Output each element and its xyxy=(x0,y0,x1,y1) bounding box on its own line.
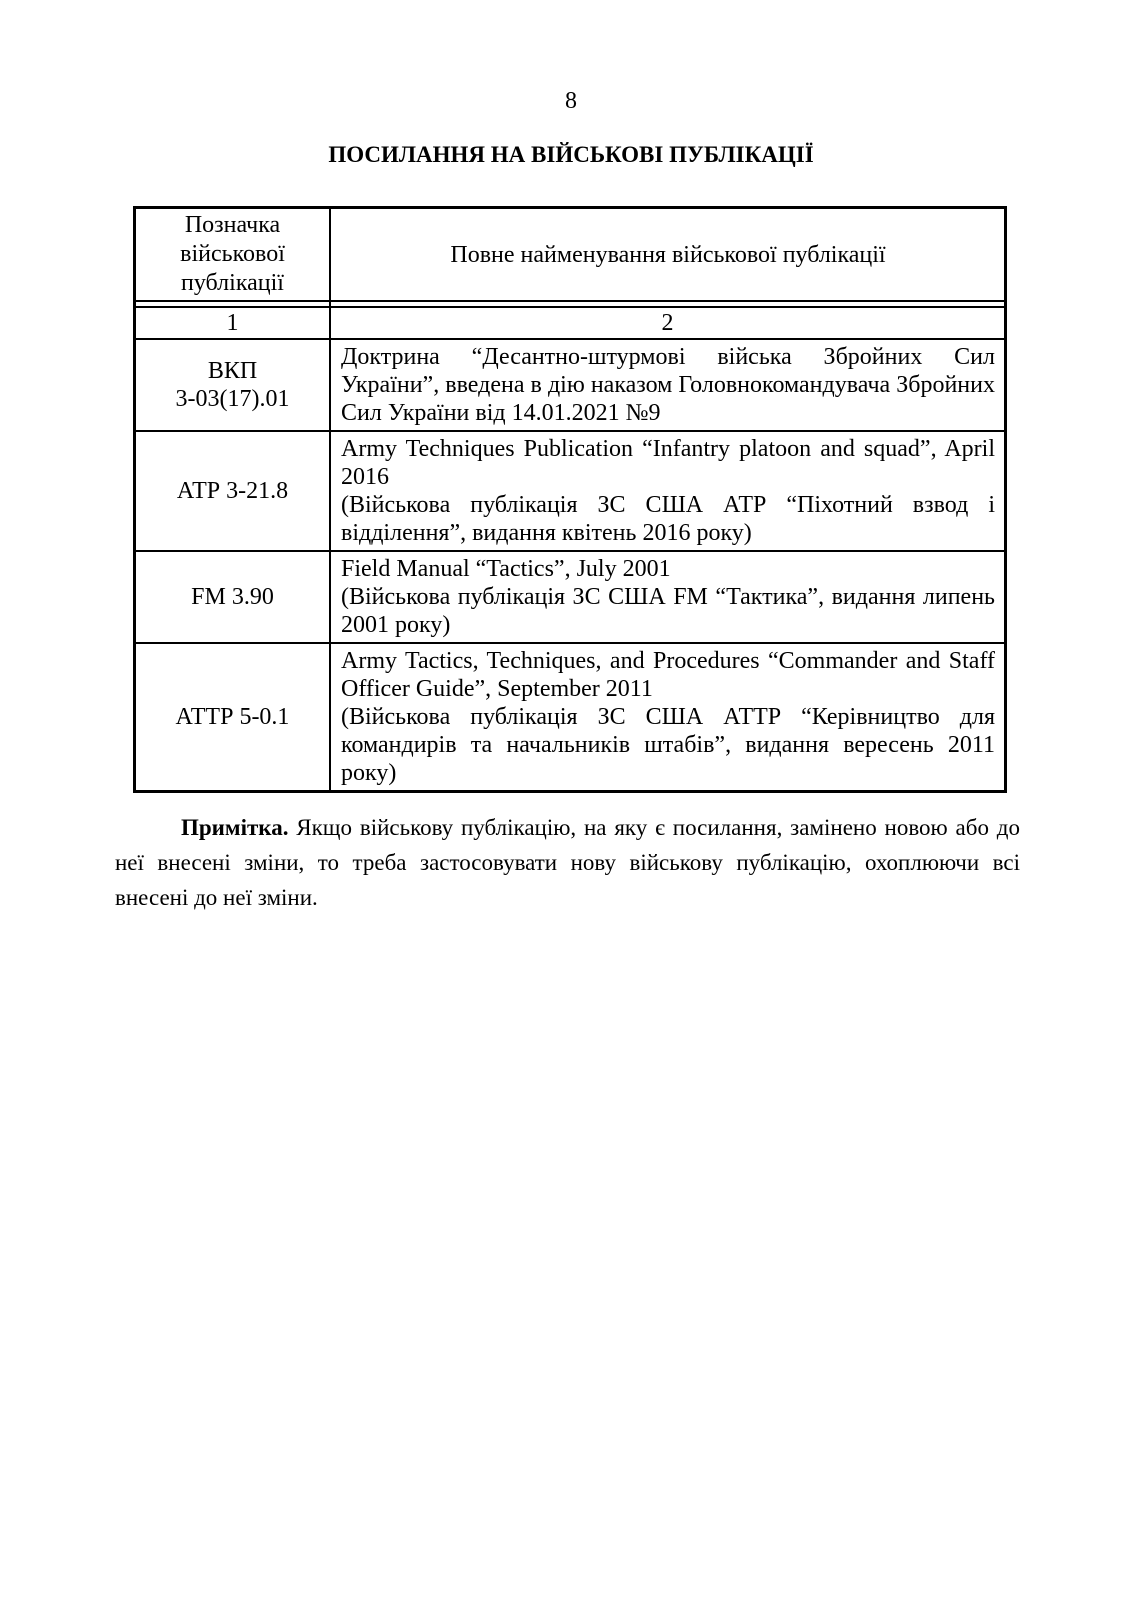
cell-paragraph: (Військова публікація ЗС США АТТР “Керівництво для командирів та начальників штабів”, видання вересень 2011 року) xyxy=(341,704,995,786)
note-text: Якщо військову публікацію, на яку є посилання, замінено новою або до неї внесені зміни, то треба застосовувати нову військову публікацію, охоплюючи всі внесені до неї зміни. xyxy=(115,815,1020,910)
double-border-gap-col1 xyxy=(136,302,331,306)
column-number-1: 1 xyxy=(136,308,331,338)
designation-line: ВКП xyxy=(207,358,258,384)
note-paragraph xyxy=(115,810,1020,915)
designation-line: АТТР 5-0.1 xyxy=(175,704,290,730)
designation-line: FM 3.90 xyxy=(191,584,274,610)
table-row xyxy=(136,550,1004,642)
table-column-number-row xyxy=(136,306,1004,338)
cell-paragraph: (Військова публікація ЗС США АТР “Піхотний взвод і відділення”, видання квітень 2016 року) xyxy=(341,492,995,546)
cell-paragraph: Army Tactics, Techniques, and Procedures “Commander and Staff Officer Guide”, September 2011 xyxy=(341,648,995,702)
full-name-cell xyxy=(331,432,1004,550)
designation-cell xyxy=(136,340,331,430)
table-header-row xyxy=(136,209,1004,302)
cell-paragraph: (Військова публікація ЗС США FM “Тактика”, видання липень 2001 року) xyxy=(341,584,995,638)
full-name-cell xyxy=(331,644,1004,790)
table-header-full-name: Повне найменування військової публікації xyxy=(450,241,886,268)
column-number-2: 2 xyxy=(661,310,674,336)
full-name-cell xyxy=(331,340,1004,430)
designation-cell xyxy=(136,432,331,550)
page-number: 8 xyxy=(565,88,577,114)
table-header-designation: Позначка військової публікації xyxy=(136,209,331,300)
page-title: ПОСИЛАННЯ НА ВІЙСЬКОВІ ПУБЛІКАЦІЇ xyxy=(328,142,814,167)
designation-line: АТР 3-21.8 xyxy=(176,478,289,504)
references-table xyxy=(133,206,1007,793)
note-label: Примітка. xyxy=(181,815,289,840)
designation-cell xyxy=(136,644,331,790)
cell-paragraph: Доктрина “Десантно-штурмові війська Збройних Сил України”, введена в дію наказом Головнокомандувача Збройних Сил України від 14.01.2021 №9 xyxy=(341,344,995,426)
table-row xyxy=(136,642,1004,790)
table-row xyxy=(136,338,1004,430)
cell-paragraph: Field Manual “Tactics”, July 2001 xyxy=(341,556,671,582)
cell-paragraph: Army Techniques Publication “Infantry platoon and squad”, April 2016 xyxy=(341,436,995,490)
designation-line: 3-03(17).01 xyxy=(175,386,290,412)
table-row xyxy=(136,430,1004,550)
full-name-cell xyxy=(331,552,1004,642)
designation-cell xyxy=(136,552,331,642)
